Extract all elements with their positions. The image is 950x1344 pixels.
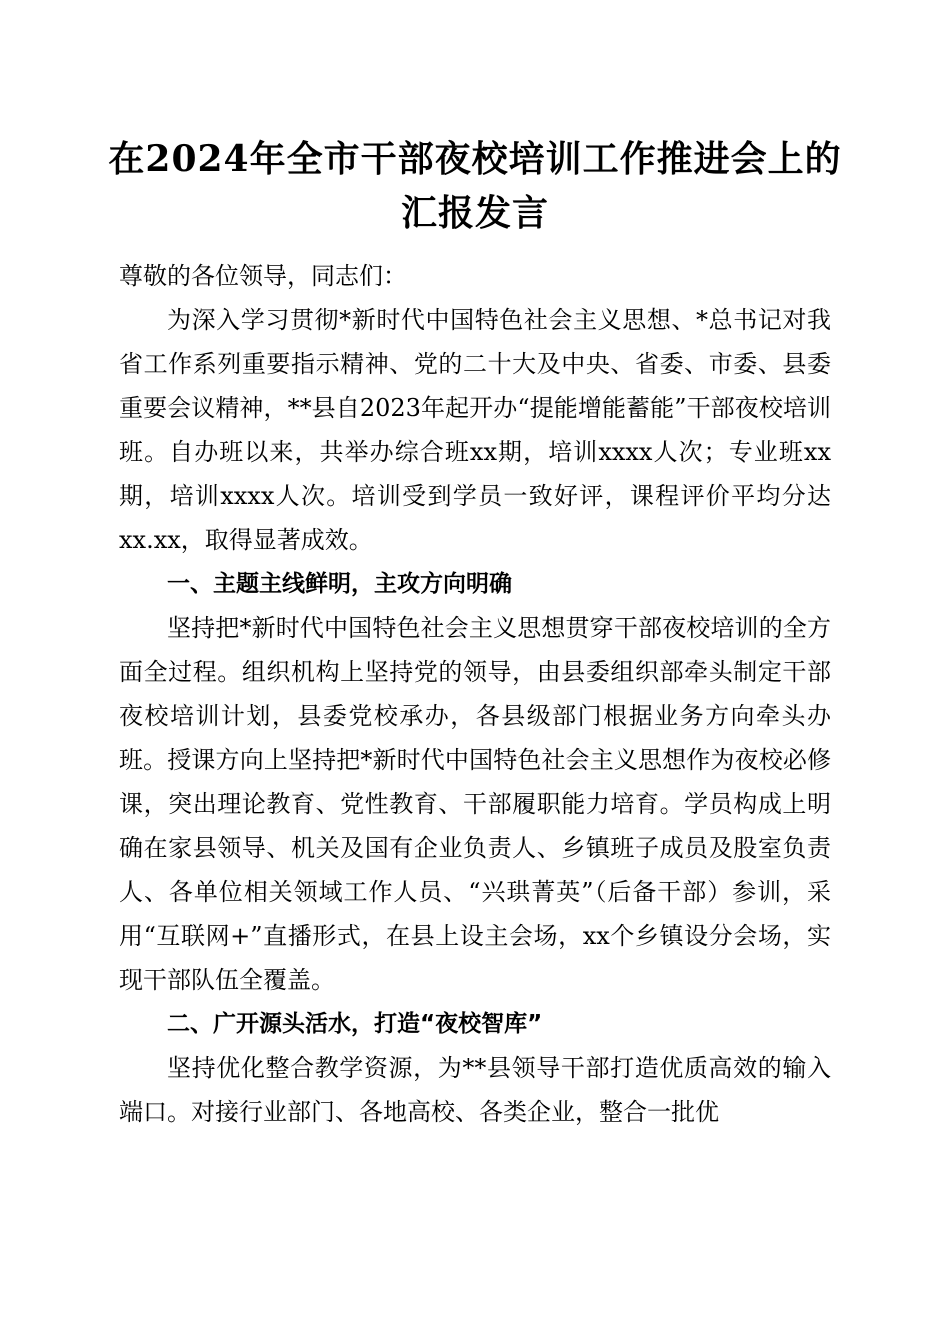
section-1-paragraph: 坚持把*新时代中国特色社会主义思想贯穿干部夜校培训的全方面全过程。组织机构上坚持党的领导，由县委组织部牵头制定干部夜校培训计划，县委党校承办，各县级部门根据业务方向牵头办班。授课方向上坚持把*新时代中国特色社会主义思想作为夜校必修课，突出理论教育、党性教育、干部履职能力培育。学员构成上明确在家县领导、机关及国有企业负责人、乡镇班子成员及股室负责人、各单位相关领域工作人员、“兴珙菁英”（后备干部）参训，采用“互联网+”直播形式，在县上设主会场，xx个乡镇设分会场，实现干部队伍全覆盖。 bbox=[119, 614, 831, 994]
section-2-heading: 二、广开源头活水，打造“夜校智库” bbox=[167, 1011, 543, 1037]
title-line-2: 汇报发言 bbox=[400, 192, 549, 234]
title-line-1: 在2024年全市干部夜校培训工作推进会上的 bbox=[108, 138, 842, 180]
intro-paragraph: 为深入学习贯彻*新时代中国特色社会主义思想、*总书记对我省工作系列重要指示精神、党的二十大及中央、省委、市委、县委重要会议精神，**县自2023年起开办“提能增能蓄能”干部夜校培训班。自办班以来，共举办综合班xx期，培训xxxx人次；专业班xx期，培训xxxx人次。培训受到学员一致好评，课程评价平均分达xx.xx，取得显著成效。 bbox=[119, 306, 831, 554]
salutation: 尊敬的各位领导，同志们： bbox=[119, 262, 407, 290]
section-1-heading: 一、主题主线鲜明，主攻方向明确 bbox=[167, 571, 512, 597]
document-body bbox=[119, 254, 831, 1134]
section-2-paragraph: 坚持优化整合教学资源，为**县领导干部打造优质高效的输入端口。对接行业部门、各地高校、各类企业，整合一批优 bbox=[119, 1054, 831, 1126]
document-title bbox=[60, 132, 890, 240]
